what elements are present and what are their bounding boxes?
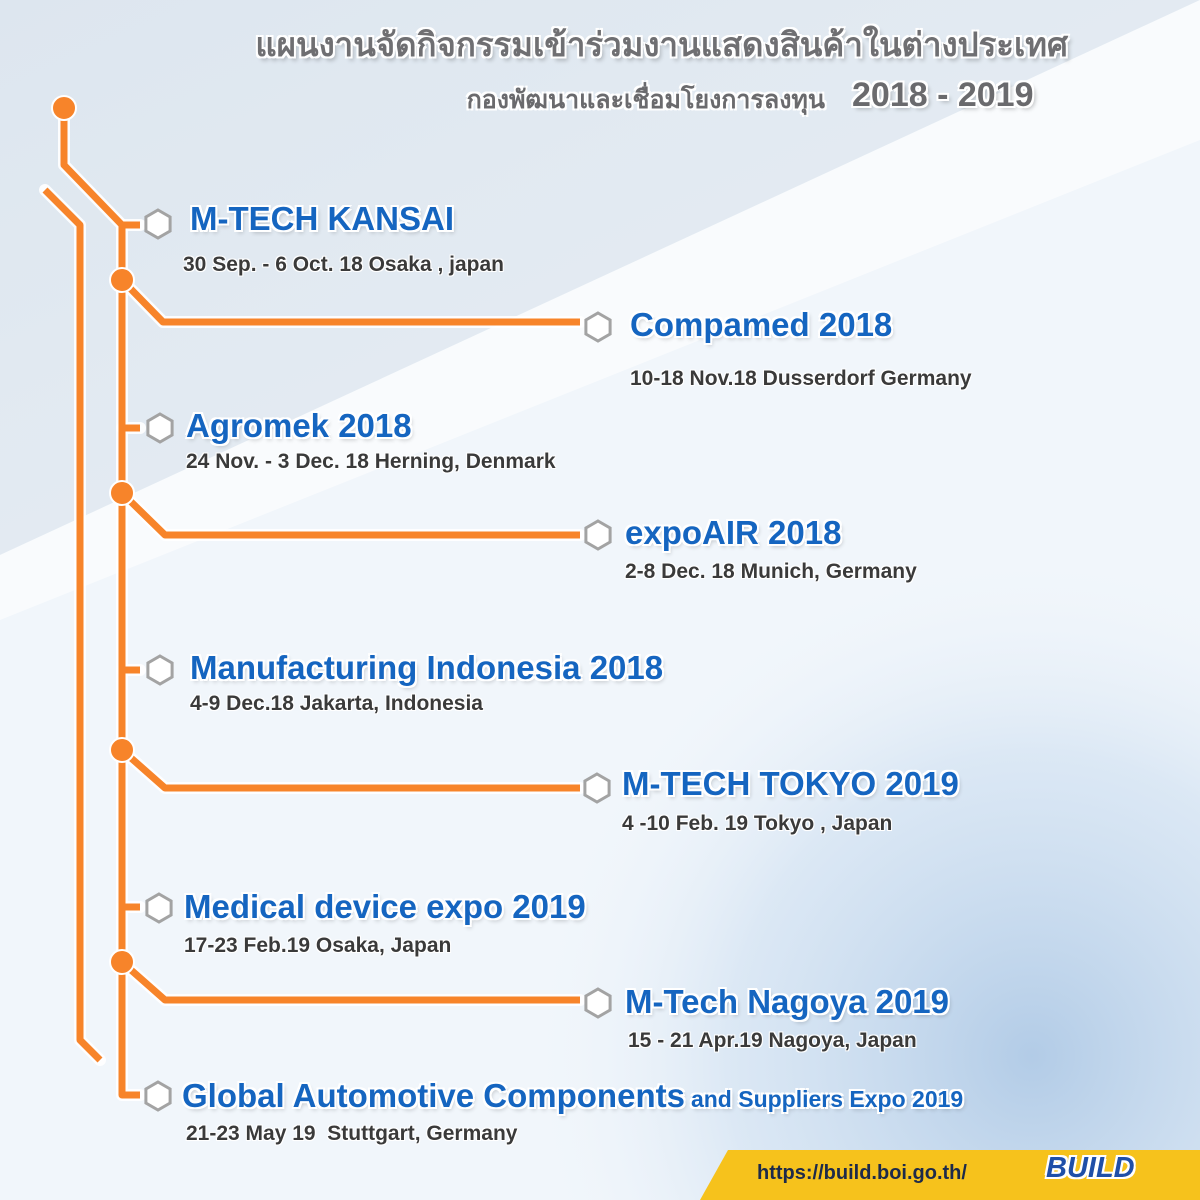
hexagon-icon — [148, 414, 172, 442]
event-title: Medical device expo 2019 — [184, 888, 586, 925]
website-link[interactable]: https://build.boi.go.th/ — [757, 1162, 967, 1184]
event-title: expoAIR 2018 — [625, 514, 842, 551]
hexagon-icon — [586, 313, 610, 341]
timeline-dot-icon — [110, 738, 134, 762]
event-title: Agromek 2018 — [186, 407, 412, 444]
event-title-wrapper — [182, 1077, 963, 1115]
timeline-dot-icon — [110, 950, 134, 974]
timeline-start-dot-icon — [52, 96, 76, 120]
event-details: 15 - 21 Apr.19 Nagoya, Japan — [628, 1029, 917, 1052]
event-details: 10-18 Nov.18 Dusserdorf Germany — [630, 367, 972, 390]
event-details: 21-23 May 19 Stuttgart, Germany — [186, 1122, 518, 1145]
event-title: Global Automotive Components — [182, 1077, 685, 1114]
hexagon-icon — [147, 894, 171, 922]
timeline-dot-icon — [110, 481, 134, 505]
event-details: 30 Sep. - 6 Oct. 18 Osaka , japan — [183, 253, 504, 276]
timeline-outer-line — [45, 190, 100, 1060]
event-details: 17-23 Feb.19 Osaka, Japan — [184, 934, 452, 957]
hexagon-icon — [586, 521, 610, 549]
year-range: 2018 - 2019 — [852, 76, 1034, 114]
event-details: 4-9 Dec.18 Jakarta, Indonesia — [190, 692, 483, 715]
event-details: 2-8 Dec. 18 Munich, Germany — [625, 560, 917, 583]
hexagon-icon — [148, 656, 172, 684]
event-title: M-TECH TOKYO 2019 — [622, 765, 959, 802]
timeline-dot-icon — [110, 268, 134, 292]
event-details: 4 -10 Feb. 19 Tokyo , Japan — [622, 812, 893, 835]
timeline-branch — [122, 493, 580, 535]
event-title-suffix: and Suppliers Expo 2019 — [690, 1086, 964, 1112]
build-logo: BUILD — [1046, 1152, 1135, 1184]
event-title: Manufacturing Indonesia 2018 — [190, 649, 664, 686]
event-title: Compamed 2018 — [630, 306, 893, 343]
department-name: กองพัฒนาและเชื่อมโยงการลงทุน — [466, 85, 825, 114]
hexagon-icon — [586, 989, 610, 1017]
event-title: M-TECH KANSAI — [190, 200, 454, 237]
event-details: 24 Nov. - 3 Dec. 18 Herning, Denmark — [186, 450, 556, 473]
hexagon-icon — [585, 774, 609, 802]
hexagon-icon — [146, 210, 170, 238]
timeline-branch — [122, 280, 580, 322]
page-title: แผนงานจัดกิจกรรมเข้าร่วมงานแสดงสินค้าในต่างประเทศ — [255, 25, 1068, 64]
event-title: M-Tech Nagoya 2019 — [625, 983, 950, 1020]
hexagon-icon — [146, 1082, 170, 1110]
